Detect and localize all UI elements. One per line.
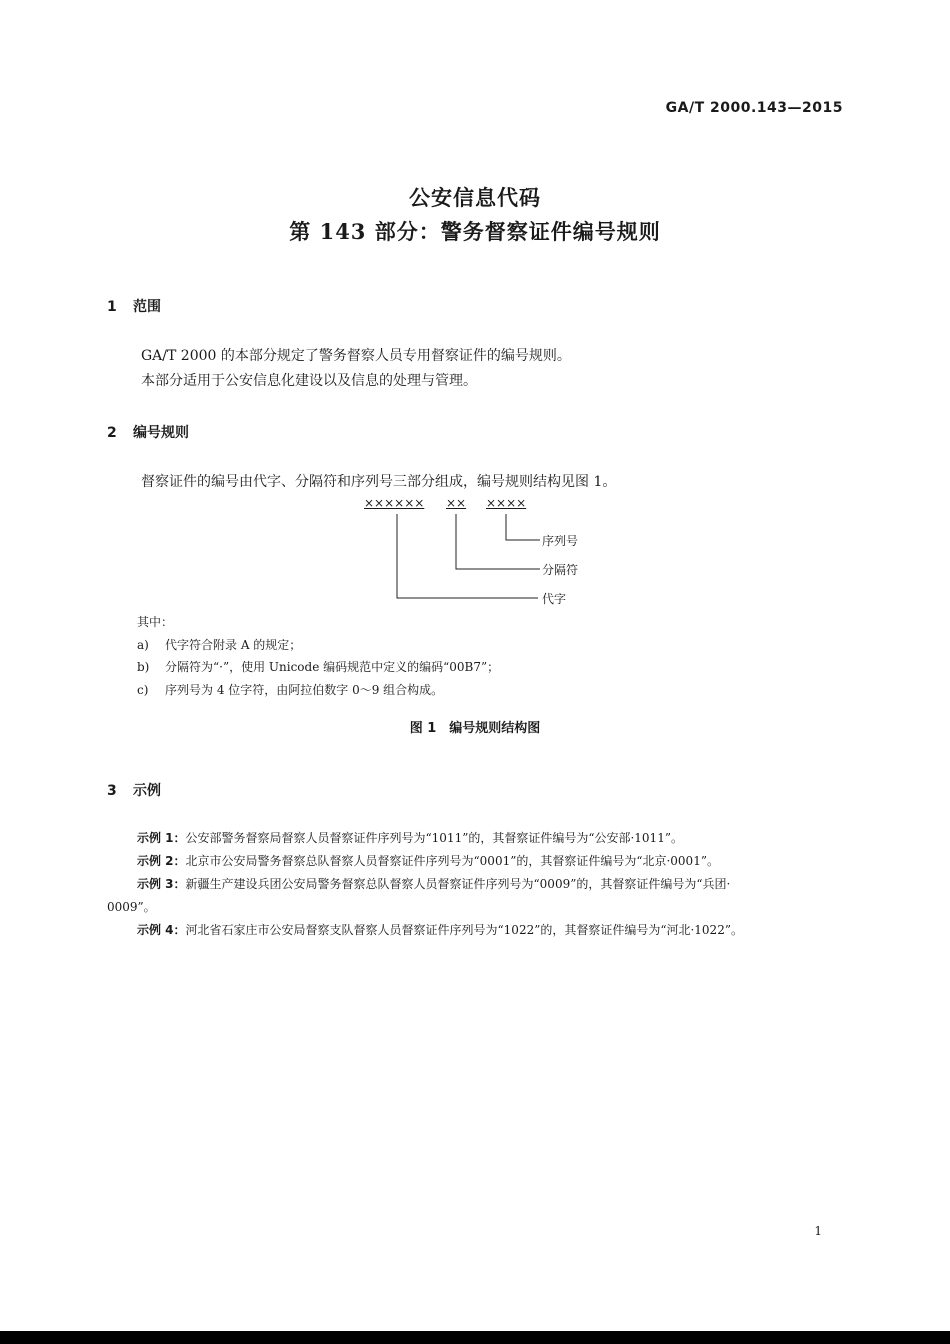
scope-paragraph-2: 本部分适用于公安信息化建设以及信息的处理与管理。 — [141, 373, 477, 389]
standard-code: GA/T 2000.143—2015 — [665, 100, 843, 116]
example-3 — [137, 875, 730, 892]
note-c — [137, 681, 443, 698]
note-a — [137, 636, 301, 653]
separator-leader-line — [456, 514, 540, 569]
numbering-paragraph: 督察证件的编号由代字、分隔符和序列号三部分组成，编号规则结构见图 1。 — [141, 474, 617, 490]
example-text: 北京市公安局警务督察总队督察人员督察证件序列号为“0001”的，其督察证件编号为“北京·0001”。 — [185, 854, 719, 868]
note-marker: c) — [137, 683, 149, 697]
page-number: 1 — [814, 1224, 822, 1238]
code-leader-line — [397, 514, 538, 598]
serial-part-placeholder: ×××× — [486, 496, 527, 510]
figure-caption: 图 1 编号规则结构图 — [409, 721, 541, 736]
notes-intro: 其中： — [137, 615, 174, 629]
section-title: 范围 — [133, 299, 161, 315]
section-number: 1 — [107, 299, 117, 315]
example-label: 示例 3： — [137, 877, 186, 891]
label-serial: 序列号 — [542, 534, 579, 548]
note-marker: b) — [137, 660, 150, 674]
page-bottom-border — [0, 1331, 950, 1344]
note-marker: a) — [137, 638, 149, 652]
example-text: 新疆生产建设兵团公安局警务督察总队督察人员督察证件序列号为“0009”的，其督察证件编号为“兵团· — [185, 877, 731, 891]
example-label: 示例 2： — [137, 854, 186, 868]
section-heading-examples — [107, 780, 161, 800]
example-2 — [137, 852, 719, 869]
separator-part-placeholder: ×× — [446, 496, 467, 510]
scope-paragraph-1: GA/T 2000 的本部分规定了警务督察人员专用督察证件的编号规则。 — [141, 348, 571, 364]
code-part-placeholder: ×××××× — [364, 496, 425, 510]
serial-leader-line — [506, 514, 540, 540]
label-code: 代字 — [542, 592, 567, 606]
example-label: 示例 4： — [137, 923, 186, 937]
note-b — [137, 658, 499, 675]
document-title-line1: 公安信息代码 — [409, 185, 541, 210]
example-text: 公安部警务督察局督察人员督察证件序列号为“1011”的，其督察证件编号为“公安部·1011”。 — [185, 831, 683, 845]
section-title: 示例 — [133, 783, 161, 799]
label-separator: 分隔符 — [542, 563, 579, 577]
note-text: 序列号为 4 位字符，由阿拉伯数字 0～9 组合构成。 — [165, 683, 444, 697]
document-title-line2: 第 143 部分：警务督察证件编号规则 — [289, 219, 661, 244]
note-text: 代字符合附录 A 的规定； — [165, 638, 302, 652]
section-title: 编号规则 — [133, 425, 189, 441]
section-number: 2 — [107, 425, 117, 441]
section-number: 3 — [107, 783, 117, 799]
example-text: 河北省石家庄市公安局督察支队督察人员督察证件序列号为“1022”的，其督察证件编号为“河北·1022”。 — [185, 923, 743, 937]
example-label: 示例 1： — [137, 831, 186, 845]
note-text: 分隔符为“·”，使用 Unicode 编码规范中定义的编码“00B7”； — [165, 660, 500, 674]
example-1 — [137, 829, 683, 846]
example-3-continuation: 0009”。 — [107, 900, 156, 914]
example-4 — [137, 921, 743, 938]
